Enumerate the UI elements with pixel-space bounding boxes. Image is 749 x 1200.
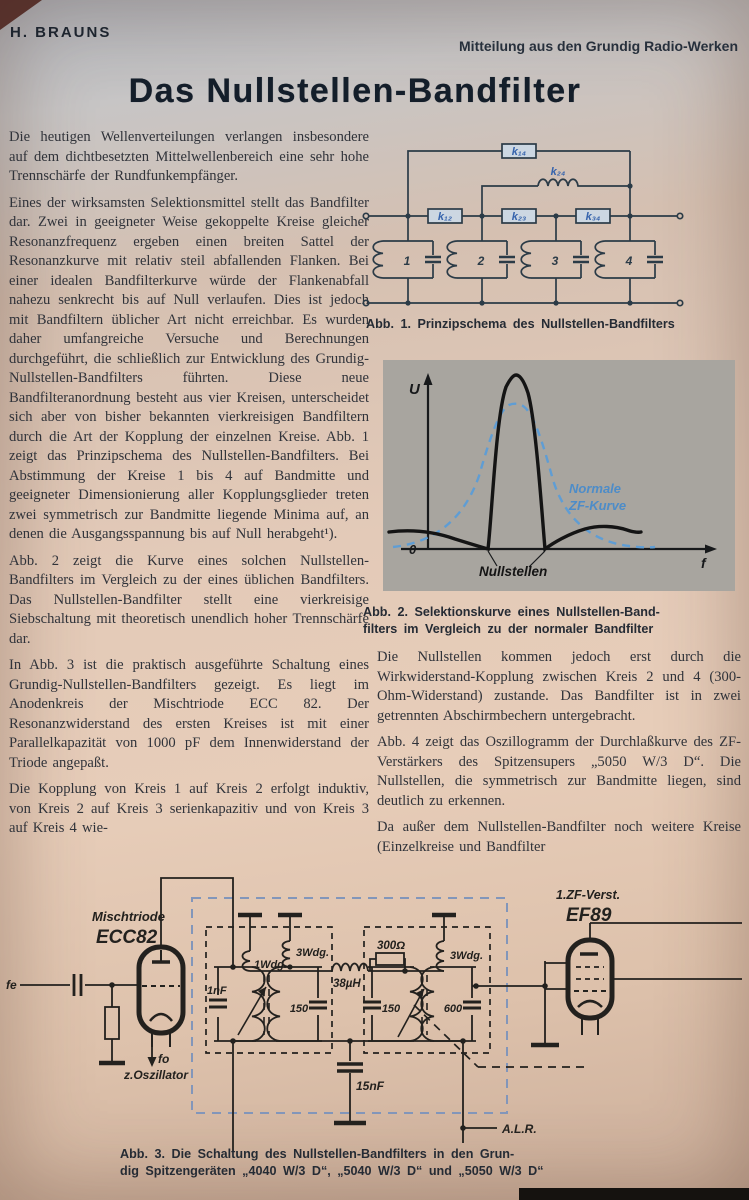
coil-3wdg-right-label: 3Wdg. — [450, 950, 483, 962]
tube2-role-label: 1.ZF-Verst. — [556, 888, 621, 902]
cap-150-right-label: 150 — [381, 1003, 401, 1015]
fig1-wiring — [363, 144, 682, 306]
figure1-caption: Abb. 1. Prinzipschema des Nullstellen-Bandfilters — [366, 317, 675, 331]
circuit2-number: 2 — [477, 254, 485, 268]
paragraph: Die Nullstellen kommen jedoch erst durch die Wirkwiderstand-Kopplung zwischen Kreis 2 und 4 (300-Ohm-Widerstand) zustande. Das Bandfilter ist in zwei getrennten Abschirmbechern untergebracht. — [377, 649, 741, 724]
circuit1-number: 1 — [403, 254, 411, 268]
paragraph: In Abb. 3 ist die praktisch ausgeführte Schaltung eines Grundig-Nullstellen-Bandfilters gezeigt. Es liegt im Anodenkreis der Mischtriode ECC 82. Der Resonanzwiderstand des ersten Kreises ist mit einer Parallelkapazität von 1000 pF dem Innenwiderstand der Triode angepaßt. — [9, 657, 369, 771]
paragraph: Abb. 2 zeigt die Kurve eines solchen Nullstellen-Bandfilters im Vergleich zu der eines üblichen Bandfilters. Das Nullstellen-Bandfilter stellt eine vierkreisige Siebschaltung mit theoretisch unendlich hoher Trennschärfe dar. — [9, 552, 369, 647]
fig1-junction-dots — [405, 183, 632, 305]
tube1-type-label: Mischtriode — [92, 909, 165, 924]
coil-3wdg-left-label: 3Wdg. — [296, 947, 329, 959]
normal-curve-label-line2: ZF-Kurve — [569, 498, 627, 513]
alr-label: A.L.R. — [502, 1122, 537, 1136]
coil-38uh-label: 38µH — [333, 978, 361, 990]
paragraph: Die Kopplung von Kreis 1 auf Kreis 2 erfolgt induktiv, von Kreis 2 auf Kreis 3 serienkapazitiv und von Kreis 3 auf Kreis 4 wie- — [9, 781, 369, 836]
paragraph: Eines der wirksamsten Selektionsmittel stellt das Bandfilter dar. Zwei in geeigneter Weise gekoppelte Kreise gleicher Resonanzfrequenz ergeben einen breiten Sattel der Resonanzkurve mit relativ steil abfallenden Flanken. Bei einer idealen Bandfilterkurve würde der Flankenabfall nahezu senkrecht bis auf Null verlaufen. Dies ist jedoch mit Bandfiltern üblicher Art nicht erreichbar. Es wurden daher umfangreiche Versuche und Berechnungen durchgeführt, die schließlich zur Entwicklung des Grundig-Nullstellen-Bandfilters führten. Diese neue Bandfilteranordnung besteht aus vier Kreisen, unterscheidet sich aber von bisher bekannten vierkreisigen Bandfiltern durch die Art der Kopplung der einzelnen Kreise. Abb. 1 zeigt das Prinzipschema des Nullstellen-Bandfilters. Bei Abstimmung der Kreise 1 bis 4 auf Bandmitte und geeigneter Dimensionierung aller Kopplungsglieder treten zwei symmetrisch zur Bandmitte liegende Minima auf, an denen die Ausgangsspannung bis auf Null herabgeht¹). — [9, 194, 369, 542]
article-title: Das Nullstellen-Bandfilter — [128, 72, 582, 110]
input-fe-label: fe — [6, 978, 17, 992]
cap-1nf-label: 1nF — [207, 985, 227, 997]
nullstellen-label: Nullstellen — [479, 564, 548, 579]
left-text-column — [9, 128, 369, 846]
cap-150-left-label: 150 — [289, 1003, 309, 1015]
figure3-caption — [120, 1146, 650, 1180]
normal-curve-label-line1: Normale — [569, 481, 622, 496]
coupling-label-k14: k₁₄ — [511, 146, 527, 158]
figure3-caption-line1: Abb. 3. Die Schaltung des Nullstellen-Bandfilters in den Grun- — [120, 1147, 515, 1161]
x-axis-label: f — [701, 555, 706, 571]
figure1-principle-schematic — [360, 131, 749, 313]
oscillator-arrow — [148, 1057, 157, 1067]
cap-600-label: 600 — [443, 1003, 463, 1015]
article-author: H. BRAUNS — [10, 24, 112, 41]
coupling-label-k34: k₃₄ — [585, 211, 601, 223]
paragraph: Die heutigen Wellenverteilungen verlangen insbesondere auf dem dichtbesetzten Mittelwellenbereich eine sehr hohe Trennschärfe der Rundfunkempfänger. — [9, 129, 369, 184]
tube1-name-label: ECC82 — [96, 927, 158, 948]
figure3-circuit-schematic — [0, 855, 749, 1155]
coupling-label-k23: k₂₃ — [511, 211, 527, 223]
figure2-caption — [363, 604, 745, 638]
figure2-caption-line2: filters im Vergleich zu der normaler Bandfilter — [363, 622, 654, 636]
oscillator-label: z.Oszillator — [124, 1068, 189, 1082]
tube2-name-label: EF89 — [566, 905, 612, 926]
origin-label: 0 — [409, 542, 417, 557]
photo-edge-shadow — [519, 1188, 749, 1200]
coupling-label-k12: k₁₂ — [437, 211, 453, 223]
coil-1wdg-label: 1Wdg. — [254, 959, 287, 971]
paragraph: Da außer dem Nullstellen-Bandfilter noch weitere Kreise (Einzelkreise und Bandfilter — [377, 819, 741, 855]
cap-15nf-label: 15nF — [356, 1079, 385, 1093]
circuit4-number: 4 — [625, 254, 633, 268]
figure2-caption-line1: Abb. 2. Selektionskurve eines Nullstellen-Band- — [363, 605, 660, 619]
right-text-column — [377, 648, 741, 864]
figure2-selection-curve — [383, 360, 735, 591]
circuit3-number: 3 — [551, 254, 559, 268]
fig2-panel — [383, 360, 735, 591]
publication-note: Mitteilung aus den Grundig Radio-Werken — [459, 38, 738, 54]
oscillator-fo-label: fo — [158, 1052, 170, 1066]
coupling-label-k24: k₂₄ — [550, 166, 566, 178]
paragraph: Abb. 4 zeigt das Oszillogramm der Durchlaßkurve des ZF-Verstärkers des Spitzensupers „5050 W/3 D“. Die Nullstellen, die symmetrisch zur Bandmitte liegen, sind deutlich zu erkennen. — [377, 734, 741, 809]
fig3-junction-dots — [109, 964, 548, 1131]
y-axis-label: U — [409, 381, 420, 398]
res-300-label: 300Ω — [377, 940, 406, 952]
figure3-caption-line2: dig Spitzengeräten „4040 W/3 D“, „5040 W/3 D“ und „5050 W/3 D“ — [120, 1164, 544, 1178]
